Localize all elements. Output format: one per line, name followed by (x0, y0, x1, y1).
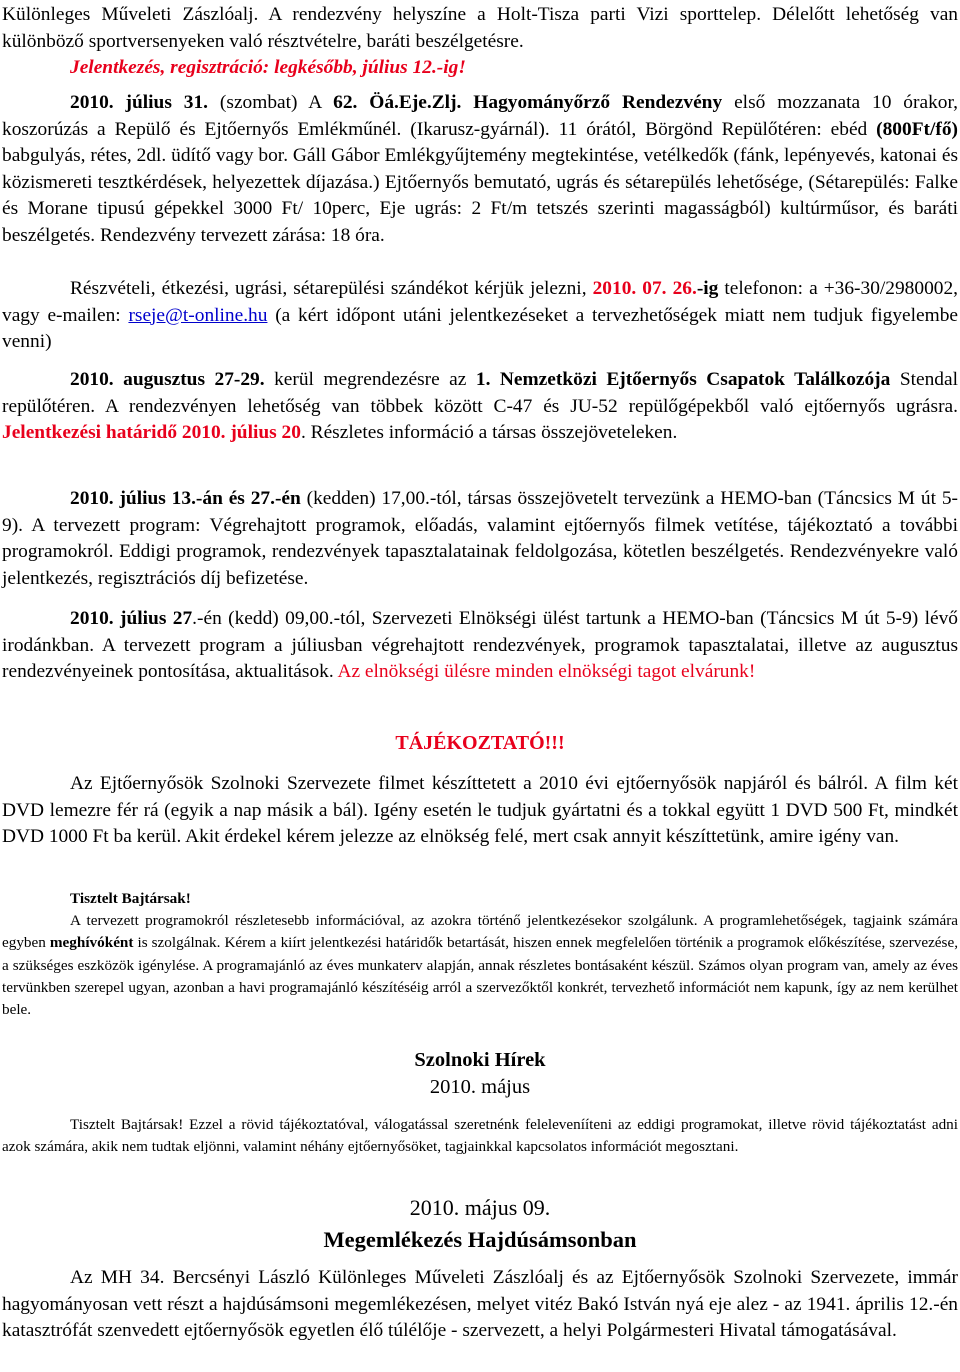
article-block (2, 1265, 958, 1345)
international-text-2: Stendal repülőtéren. A rendezvényen lehetőség van többek között C-47 és JU-52 repülőgépekből való ejtőernyős ugrásra. (2, 369, 958, 417)
international-date: 2010. augusztus 27-29. (70, 369, 265, 390)
event-price: (800Ft/fő) (876, 118, 958, 140)
event-text: első mozzanata 10 órakor, koszorúzás a Repülő és Ejtőernyős Emlékműnél. (Ikarusz-gyárnál). 11 órától, Börgönd Repülőtéren: ebéd (2, 92, 958, 140)
event-name: Hagyományőrző Rendezvény (461, 92, 723, 113)
notice-title: TÁJÉKOZTATÓ!!! (395, 732, 565, 754)
international-text-3: . Részletes információ a társas összejöveteleken. (300, 422, 678, 443)
board-paragraph (2, 606, 958, 686)
participation-comma: , (581, 278, 593, 299)
letter-text: A tervezett programokról részletesebb információval, az azokra történő jelentkezésekor szolgálunk. A programlehetőségek, tagjaink számára egyben (2, 912, 958, 952)
participation-text: Részvételi, étkezési, ugrási, sétarepülési szándékot kérjük jelezni (70, 278, 582, 299)
article-date: 2010. május 09. (409, 1195, 551, 1220)
international-deadline: Jelentkezési határidő 2010. július 20 (2, 422, 301, 443)
event-paragraph (2, 90, 958, 249)
letter-block (2, 888, 958, 1021)
meeting-block (2, 486, 958, 592)
event-text-2: babgulyás, rétes, 2dl. üdítő vagy bor. Gáll Gábor Emlékgyűjtemény megtekintése, vetélkedők (fánk, lepényevés, katonai és közismereti tesztkérdések, helyezettek díjazása.) Ejtőernyős bemutató, ugrás és sétarepülés lehetősége, (Sétarepülés: Falke és Morane tipusú gépekkel 3000 Ft/ 10perc, Eje ugrás: 2 Ft/m tetszés szerinti magasságból) kultúrműsor, és baráti beszélgetés. Rendezvény tervezett zárása: 18 óra. (2, 145, 958, 246)
participation-paragraph (2, 276, 958, 356)
participation-ig: -ig (696, 278, 719, 299)
international-text: kerül megrendezésre az (264, 369, 476, 390)
board-notice: Az elnökségi ülésre minden elnökségi tagot elvárunk! (337, 661, 756, 682)
letter-text-2: is szolgálnak. Kérem a kiírt jelentkezési határidők betartását, hiszen ennek megfelelően történik a programok előkészítése, szervezése, a szükséges eszközök igénylése. A programajánló az éves munkaterv alapján, annak részletes bontásaként készül. Számos olyan program van, amely az éves tervünkben szerepel ugyan, azonban a havi programajánló készítéséig arról a szervezőktől konkrét, tervezhető információt nem kapunk, így az nem kerülhet bele. (2, 934, 958, 1019)
news-month: 2010. május (429, 1076, 531, 1098)
event-date: 2010. július 31. (70, 92, 209, 113)
article-title: Megemlékezés Hajdúsámsonban (323, 1227, 637, 1252)
international-paragraph (2, 367, 958, 447)
intro-paragraph (2, 2, 958, 82)
participation-note: (a kért időpont utáni jelentkezéseket a tervezhetőségek miatt nem tudjuk figyelembe venni) (2, 304, 958, 352)
letter-bold: meghívóként (49, 934, 134, 952)
email-link[interactable]: rseje@t-online.hu (128, 304, 268, 326)
news-block (2, 1114, 958, 1158)
letter-greeting: Tisztelt Bajtársak! (70, 890, 191, 907)
event-block (2, 90, 958, 249)
letter-paragraph (2, 910, 958, 1021)
international-event-name: 1. Nemzetközi Ejtőernyős Csapatok Találkozója (475, 369, 891, 390)
board-date: 2010. július 27 (70, 608, 193, 629)
news-paragraph: Tisztelt Bajtársak! Ezzel a rövid tájékoztatóval, válogatással szeretnénk felelevenííteni az eddigi programokat, illetve rövid tájékoztatást adni azok számára, akik nem tudtak eljönni, valamint néhány ejtőernyősöket, tagjainkkal kapcsolatos információt megosztani. (2, 1116, 958, 1156)
international-block (2, 367, 958, 447)
meeting-text: (kedden) 17,00.-tól, társas összejövetelt tervezünk a HEMO-ban (Táncsics M út 5-9). A tervezett program: Végrehajtott programok, előadás, valamint ejtőernyős filmek vetítése, tájékoztató a további programokról. Eddigi programok, rendezvények tapasztalatainak feldolgozása, kötetlen beszélgetés. Rendezvényekre való jelentkezés, regisztrációs díj befizetése. (2, 488, 958, 589)
meeting-date: 2010. július 13.-án és 27.-én (70, 488, 301, 509)
article-paragraph: Az MH 34. Bercsényi László Különleges Műveleti Zászlóalj és az Ejtőernyősök Szolnoki Szervezete, immár hagyományosan vett részt a hajdúsámsoni megemlékezésen, melyet vitéz Bakó István nyá eje alez - az 1941. április 12.-én katasztrófát szenvedett ejtőernyősök egyetlen élő túlélője - szervezett, a helyi Polgármesteri Hivatal támogatásával. (2, 1267, 958, 1341)
meeting-paragraph (2, 486, 958, 592)
intro-block (2, 2, 958, 82)
board-block (2, 606, 958, 686)
news-title: Szolnoki Hírek (414, 1049, 546, 1071)
participation-block (2, 276, 958, 356)
intro-text: Különleges Műveleti Zászlóalj. A rendezvény helyszíne a Holt-Tisza parti Vizi sporttelep. Délelőtt lehetőség van különböző sportversenyeken való résztvételre, baráti beszélgetésre. (2, 4, 958, 52)
board-text: .-én (kedd) 09,00.-tól, Szervezeti Elnökségi ülést tartunk a HEMO-ban (Táncsics M út 5-9) lévő irodánkban. A tervezett program a júliusban végrehajtott rendezvények, programok tapasztalatai, illetve az augusztus rendezvényeinek pontosítása, aktualitások. (2, 608, 959, 682)
event-day: (szombat) A (208, 92, 334, 113)
notice-paragraph: Az Ejtőernyősök Szolnoki Szervezete filmet készíttetett a 2010 évi ejtőernyősök napjáról és bálról. A film két DVD lemezre fér rá (egyik a nap másik a bál). Igény esetén le tudjuk gyártatni és a tokkal együtt 1 DVD 500 Ft, mindkét DVD 1000 Ft ba kerül. Akit érdekel kérem jelezze az elnökség felé, mert csak annyit készíttetünk, amire igény van. (2, 773, 958, 847)
participation-deadline: 2010. 07. 26. (592, 278, 697, 299)
participation-contact: telefonon: a +36-30/2980002, vagy e-mailen: (2, 278, 958, 326)
notice-block (2, 771, 958, 851)
registration-deadline: Jelentkezés, regisztráció: legkésőbb, július 12.-ig! (70, 57, 466, 78)
event-unit: 62. Öá.Eje.Zlj. (333, 92, 462, 113)
